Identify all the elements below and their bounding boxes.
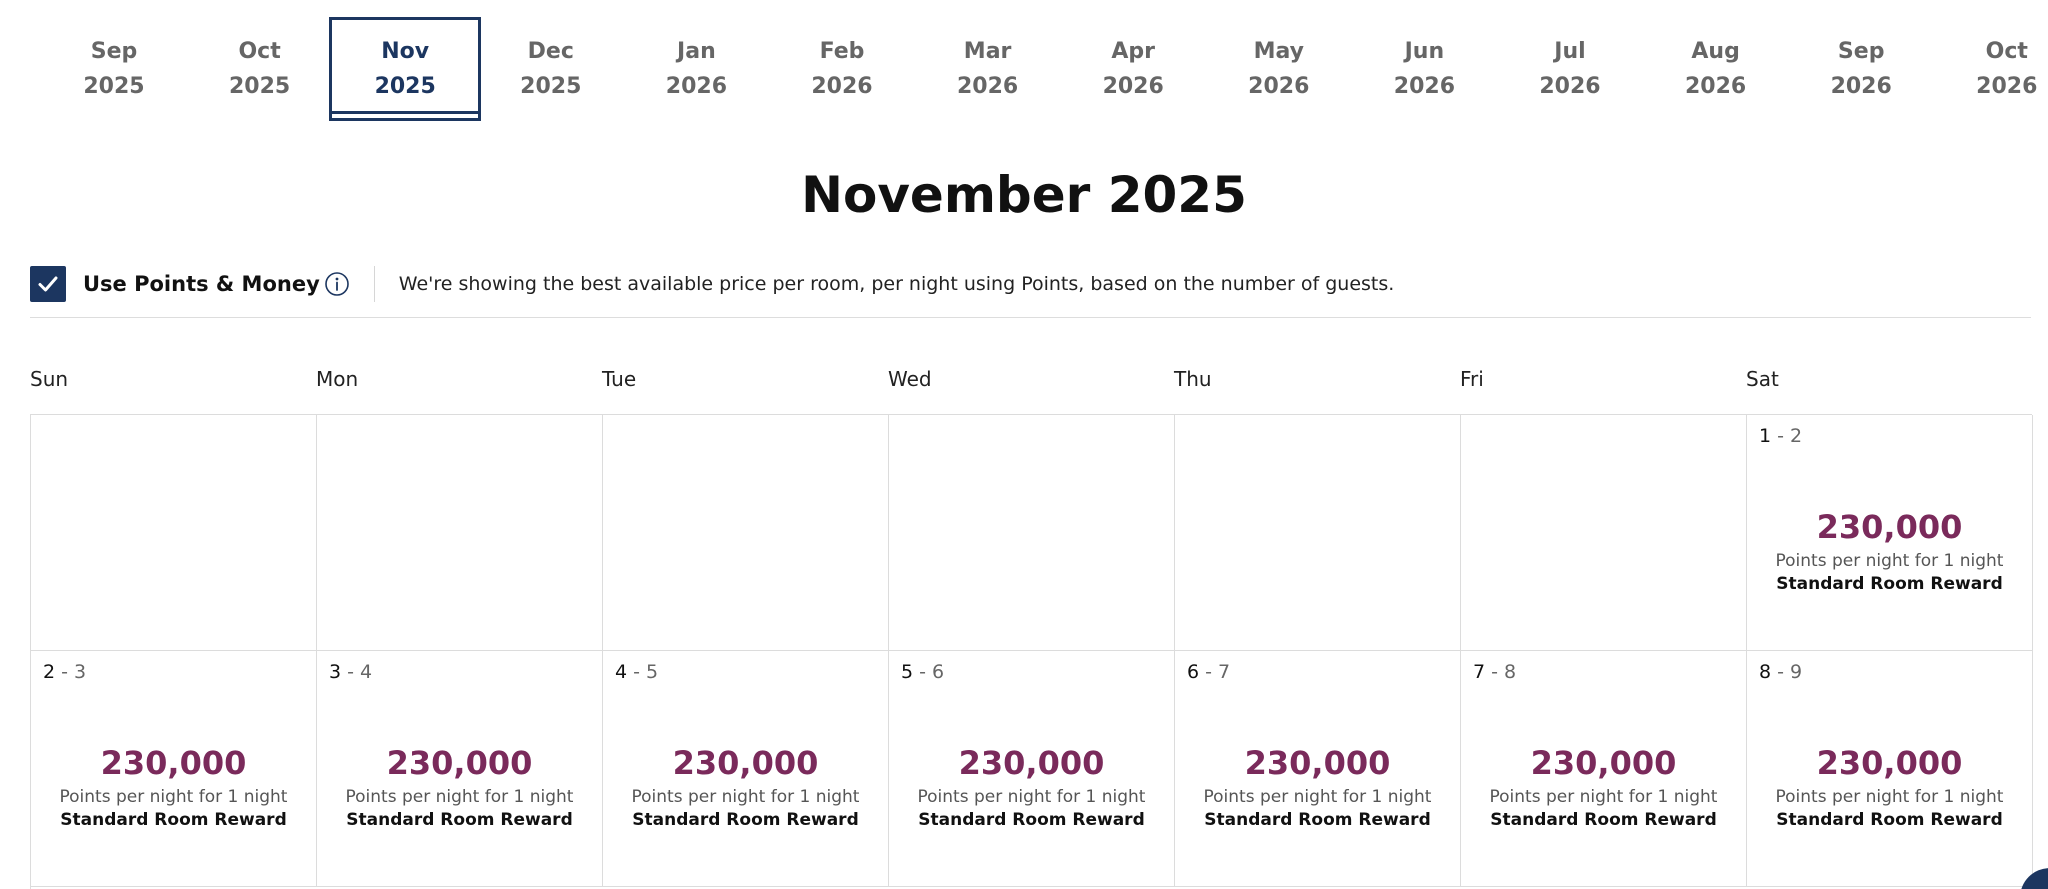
- reward-type: Standard Room Reward: [1776, 810, 2003, 830]
- month-tab-month: Jun: [1404, 39, 1445, 64]
- rate-info: [603, 743, 888, 830]
- date-separator: -: [1485, 661, 1505, 683]
- month-tab-month: Oct: [238, 39, 281, 64]
- reward-type: Standard Room Reward: [1776, 574, 2003, 594]
- weekday-header: Sat: [1746, 367, 1779, 391]
- points-description: Points per night for 1 night: [345, 787, 574, 807]
- date-range: [43, 661, 86, 683]
- check-icon: [36, 272, 60, 296]
- calendar-empty-cell: [889, 415, 1175, 651]
- month-tab-month: Jul: [1554, 39, 1586, 64]
- date-end: 7: [1218, 661, 1231, 683]
- date-range: [901, 661, 944, 683]
- calendar-day-cell[interactable]: [1175, 651, 1461, 887]
- points-description: Points per night for 1 night: [1489, 787, 1718, 807]
- month-tab-month: Sep: [1837, 39, 1885, 64]
- date-separator: -: [1199, 661, 1219, 683]
- date-start: 2: [43, 661, 56, 683]
- calendar-day-cell[interactable]: [31, 651, 317, 887]
- date-separator: -: [627, 661, 647, 683]
- date-end: 2: [1790, 425, 1803, 447]
- calendar-empty-cell: [1461, 415, 1747, 651]
- month-tab[interactable]: [766, 17, 918, 121]
- month-tab-month: Dec: [527, 39, 574, 64]
- points-price: 230,000: [672, 744, 819, 782]
- date-start: 6: [1187, 661, 1200, 683]
- date-end: 6: [932, 661, 945, 683]
- date-end: 5: [646, 661, 659, 683]
- month-tab-month: Nov: [381, 39, 430, 64]
- month-tab-month: Oct: [1985, 39, 2028, 64]
- reward-type: Standard Room Reward: [1490, 810, 1717, 830]
- calendar-day-cell[interactable]: [317, 651, 603, 887]
- pricing-description: We're showing the best available price per room, per night using Points, based on the number of guests.: [398, 273, 1395, 295]
- month-tab-month: Apr: [1111, 39, 1155, 64]
- date-range: [329, 661, 372, 683]
- points-price: 230,000: [1530, 744, 1677, 782]
- points-price: 230,000: [1816, 744, 1963, 782]
- month-tab[interactable]: [1640, 17, 1792, 121]
- weekday-header: Wed: [888, 367, 932, 391]
- use-points-money-label[interactable]: Use Points & Money: [83, 272, 320, 296]
- points-price: 230,000: [958, 744, 1105, 782]
- month-tab-year: 2026: [1102, 74, 1164, 99]
- calendar-empty-cell: [1175, 415, 1461, 651]
- date-start: 7: [1473, 661, 1486, 683]
- toggle-divider: [374, 266, 375, 302]
- use-points-money-checkbox[interactable]: [30, 266, 66, 302]
- month-tab[interactable]: [475, 17, 627, 121]
- month-tab-month: Feb: [819, 39, 865, 64]
- info-icon[interactable]: [324, 271, 350, 297]
- month-tab[interactable]: [1057, 17, 1209, 121]
- month-tab[interactable]: [1494, 17, 1646, 121]
- month-tab-month: Sep: [90, 39, 138, 64]
- month-tab-year: 2026: [811, 74, 873, 99]
- month-tab[interactable]: [912, 17, 1064, 121]
- month-tab-year: 2026: [1684, 74, 1747, 99]
- date-separator: -: [55, 661, 75, 683]
- rate-info: [889, 743, 1174, 830]
- date-start: 5: [901, 661, 914, 683]
- weekday-header: Thu: [1174, 367, 1212, 391]
- points-description: Points per night for 1 night: [1203, 787, 1432, 807]
- month-tab-year: 2026: [1539, 74, 1601, 99]
- date-end: 4: [360, 661, 373, 683]
- month-tab-month: Aug: [1691, 39, 1740, 64]
- points-description: Points per night for 1 night: [917, 787, 1146, 807]
- weekday-header: Sun: [30, 367, 69, 391]
- month-tab[interactable]: [1785, 17, 1937, 121]
- reward-type: Standard Room Reward: [632, 810, 859, 830]
- month-tab[interactable]: [184, 17, 336, 121]
- month-tab-year: 2026: [1976, 74, 2038, 99]
- month-tab[interactable]: [1348, 17, 1500, 121]
- date-separator: -: [1771, 425, 1791, 447]
- date-range: [1759, 661, 1802, 683]
- points-description: Points per night for 1 night: [59, 787, 288, 807]
- points-description: Points per night for 1 night: [1775, 787, 2004, 807]
- calendar-title: November 2025: [801, 166, 1247, 224]
- month-tab-year: 2026: [1393, 74, 1455, 99]
- calendar-day-cell[interactable]: [603, 651, 889, 887]
- date-start: 4: [615, 661, 628, 683]
- month-tab-month: Jan: [677, 39, 716, 64]
- points-price: 230,000: [1244, 744, 1391, 782]
- points-price: 230,000: [386, 744, 533, 782]
- date-range: [615, 661, 658, 683]
- date-start: 3: [329, 661, 342, 683]
- weekday-header: Tue: [602, 367, 637, 391]
- date-range: [1759, 425, 1802, 447]
- month-tab-year: 2026: [956, 74, 1019, 99]
- month-tab-year: 2026: [1830, 74, 1892, 99]
- date-separator: -: [913, 661, 933, 683]
- rate-info: [1747, 507, 2032, 594]
- calendar-grid: [30, 414, 2032, 889]
- month-tab[interactable]: [329, 17, 481, 121]
- month-tab-year: 2025: [520, 74, 582, 99]
- points-price: 230,000: [100, 744, 247, 782]
- points-price: 230,000: [1816, 508, 1963, 546]
- month-tab[interactable]: [1931, 17, 2048, 121]
- date-start: 8: [1759, 661, 1772, 683]
- calendar-day-cell[interactable]: [1461, 651, 1747, 887]
- month-tab-year: 2025: [228, 74, 291, 99]
- month-selector: [0, 0, 2048, 124]
- rate-info: [1461, 743, 1746, 830]
- date-range: [1187, 661, 1230, 683]
- reward-type: Standard Room Reward: [1204, 810, 1431, 830]
- month-tab[interactable]: [620, 17, 772, 121]
- month-tab-year: 2026: [1248, 74, 1310, 99]
- calendar-empty-cell: [31, 415, 317, 651]
- reward-type: Standard Room Reward: [918, 810, 1145, 830]
- month-tab-month: Mar: [963, 39, 1012, 64]
- month-tab-month: May: [1253, 39, 1304, 64]
- calendar-day-cell[interactable]: [889, 651, 1175, 887]
- month-tab-year: 2025: [83, 74, 145, 99]
- rate-info: [1747, 743, 2032, 830]
- reward-type: Standard Room Reward: [60, 810, 287, 830]
- weekday-header: Mon: [316, 367, 359, 391]
- month-tab[interactable]: [1203, 17, 1355, 121]
- date-start: 1: [1759, 425, 1772, 447]
- month-tab-year: 2026: [665, 74, 727, 99]
- weekday-header: Fri: [1460, 367, 1484, 391]
- calendar-empty-cell: [317, 415, 603, 651]
- rate-info: [31, 743, 316, 830]
- section-divider: [30, 317, 2031, 318]
- reward-type: Standard Room Reward: [346, 810, 573, 830]
- date-end: 9: [1790, 661, 1803, 683]
- calendar-day-cell[interactable]: [1747, 651, 2033, 887]
- rate-info: [1175, 743, 1460, 830]
- points-description: Points per night for 1 night: [1775, 551, 2004, 571]
- calendar-day-cell[interactable]: [1747, 415, 2033, 651]
- points-description: Points per night for 1 night: [631, 787, 860, 807]
- date-end: 3: [74, 661, 87, 683]
- rate-info: [317, 743, 602, 830]
- calendar-empty-cell: [603, 415, 889, 651]
- date-separator: -: [341, 661, 361, 683]
- month-tab[interactable]: [38, 17, 190, 121]
- month-tab-year: 2025: [374, 74, 436, 99]
- date-end: 8: [1504, 661, 1517, 683]
- date-range: [1473, 661, 1516, 683]
- date-separator: -: [1771, 661, 1791, 683]
- points-money-toggle-row: [30, 264, 1394, 304]
